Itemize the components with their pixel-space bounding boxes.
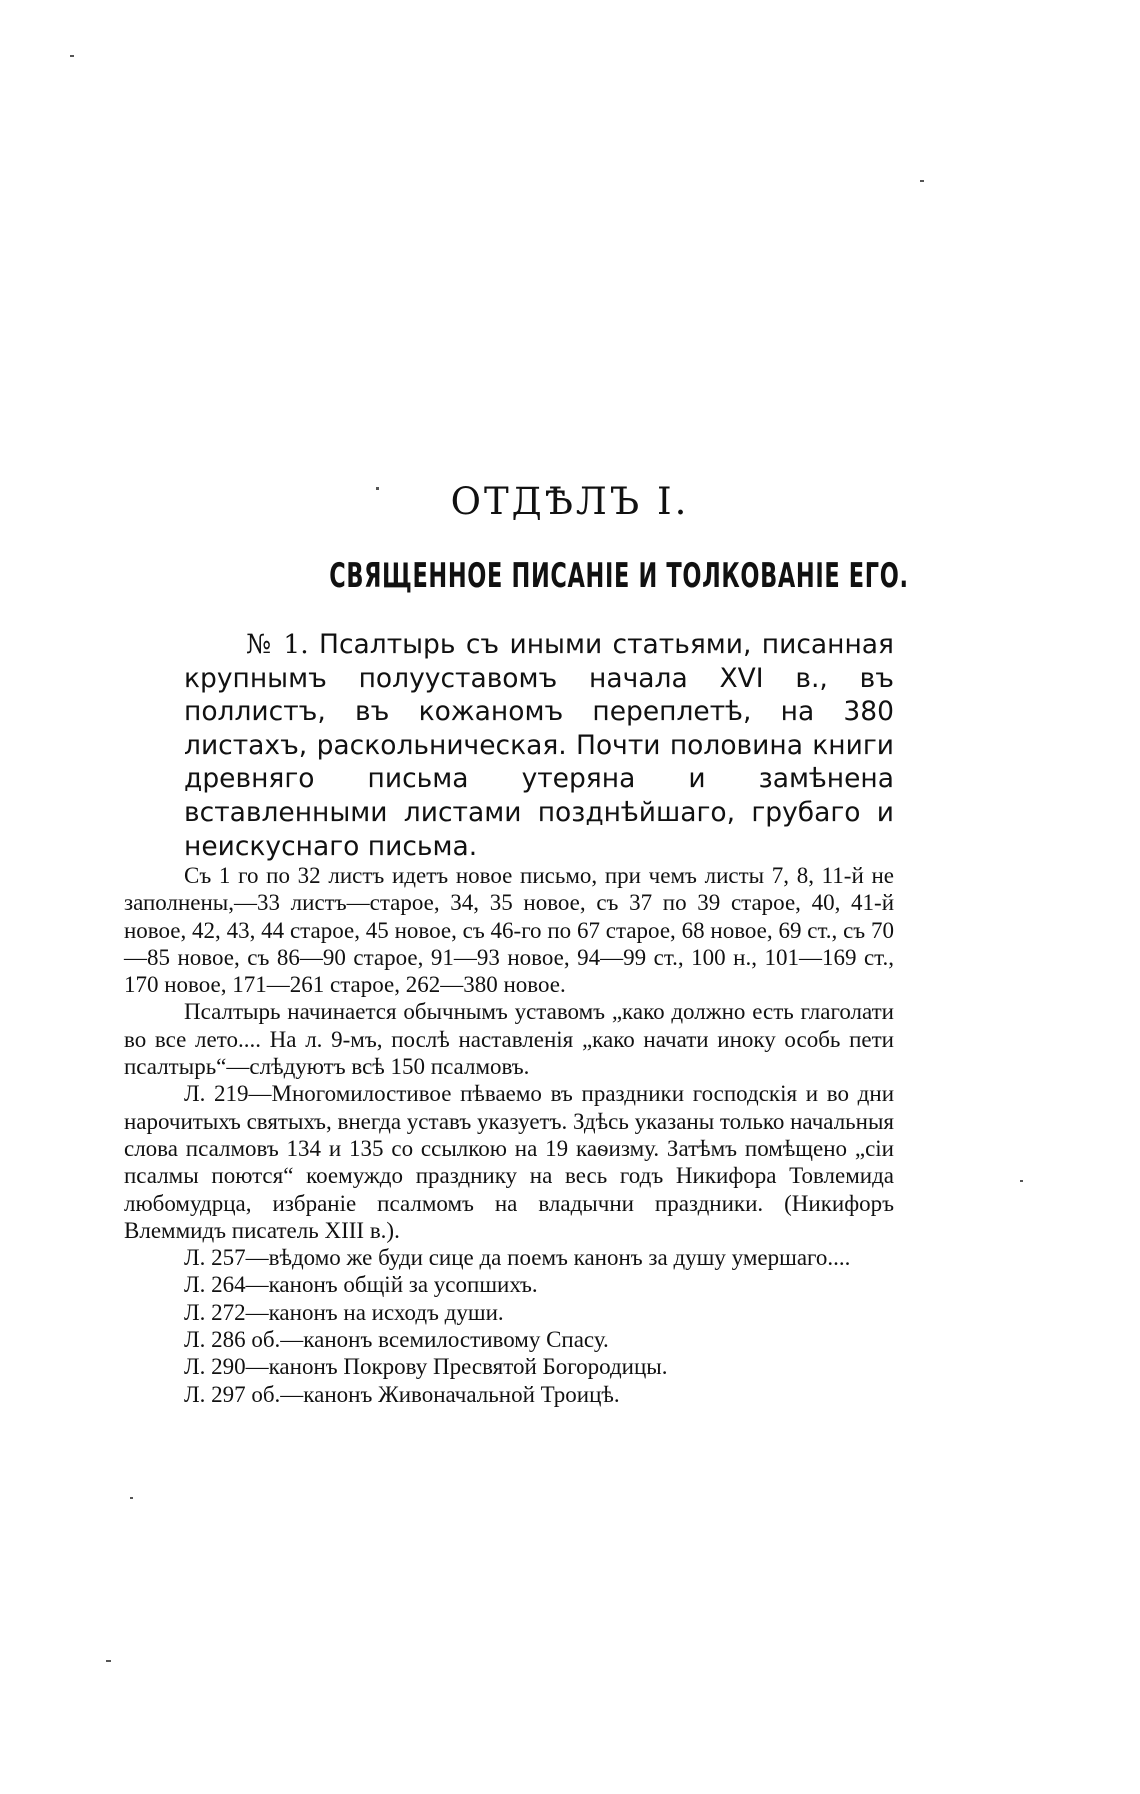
paragraph-leaf-219: Л. 219—Многомилостивое пѣваемо въ праздники господскія и во дни нарочитыхъ святыхъ, внегда уставъ указуетъ. Здѣсь указаны только начальныя слова псалмовъ 134 и 135 со ссылкою на 19 каѳизму. Затѣмъ помѣщено „сіи псалмы поются“ коемуждо празднику на весь годъ Никифора Товлемида любомудрца, избраніе псалмомъ на владычни праздники. (Никифоръ Влеммидъ писатель XIII в.).: [124, 1081, 894, 1243]
paragraph-leaf-286: Л. 286 об.—канонъ всемилостивому Спасу.: [184, 1327, 609, 1353]
scan-speck: [130, 1497, 133, 1499]
paragraph-leaf-272: Л. 272—канонъ на исходъ души.: [184, 1299, 504, 1325]
scan-speck: [1020, 1180, 1023, 1182]
scan-speck: [106, 1660, 111, 1662]
paragraph-leaf-297: Л. 297 об.—канонъ Живоначальной Троицѣ.: [184, 1381, 620, 1407]
entry-number: № 1.: [246, 629, 309, 660]
paragraph-leaf-290: Л. 290—канонъ Покрову Пресвятой Богородицы.: [184, 1354, 668, 1380]
scan-speck: [70, 55, 74, 57]
entry-body: [124, 862, 894, 1408]
paragraph-leaf-257: Л. 257—вѣдомо же буди сице да поемъ канонъ за душу умершаго....: [184, 1245, 851, 1271]
section-title: ОТДѢЛЪ I.: [450, 480, 690, 523]
scan-speck: [920, 180, 924, 182]
entry-text: Псалтырь съ иными статьями, писанная крупнымъ полууставомъ начала XVI в., въ поллистъ, въ кожаномъ переплетѣ, на 380 листахъ, раскольническая. Почти половина книги древняго письма утеряна и замѣнена вставленными листами позднѣйшаго, грубаго и неискуснаго письма.: [184, 629, 894, 862]
paragraph-leaf-264: Л. 264—канонъ общій за усопшихъ.: [184, 1272, 538, 1298]
scan-speck: [376, 487, 379, 490]
paragraph-sheets: Съ 1 го по 32 листъ идетъ новое письмо, при чемъ листы 7, 8, 11-й не заполнены,—33 листъ—старое, 34, 35 новое, съ 37 по 39 старое, 40, 41-й новое, 42, 43, 44 старое, 45 новое, съ 46-го по 67 старое, 68 новое, 69 ст., съ 70—85 новое, съ 86—90 старое, 91—93 новое, 94—99 ст., 100 н., 101—169 ст., 170 новое, 171—261 старое, 262—380 новое.: [124, 863, 894, 998]
section-subtitle: СВЯЩЕННОЕ ПИСАНІЕ И ТОЛКОВАНІЕ ЕГО.: [329, 556, 909, 596]
entry-description: [184, 628, 894, 863]
paragraph-psalter-start: Псалтырь начинается обычнымъ уставомъ „како должно есть глаголати во все лето.... На л. 9-мъ, послѣ наставленія „како начати иноку особь пети псалтырь“—слѣдуютъ всѣ 150 псалмовъ.: [124, 999, 894, 1080]
